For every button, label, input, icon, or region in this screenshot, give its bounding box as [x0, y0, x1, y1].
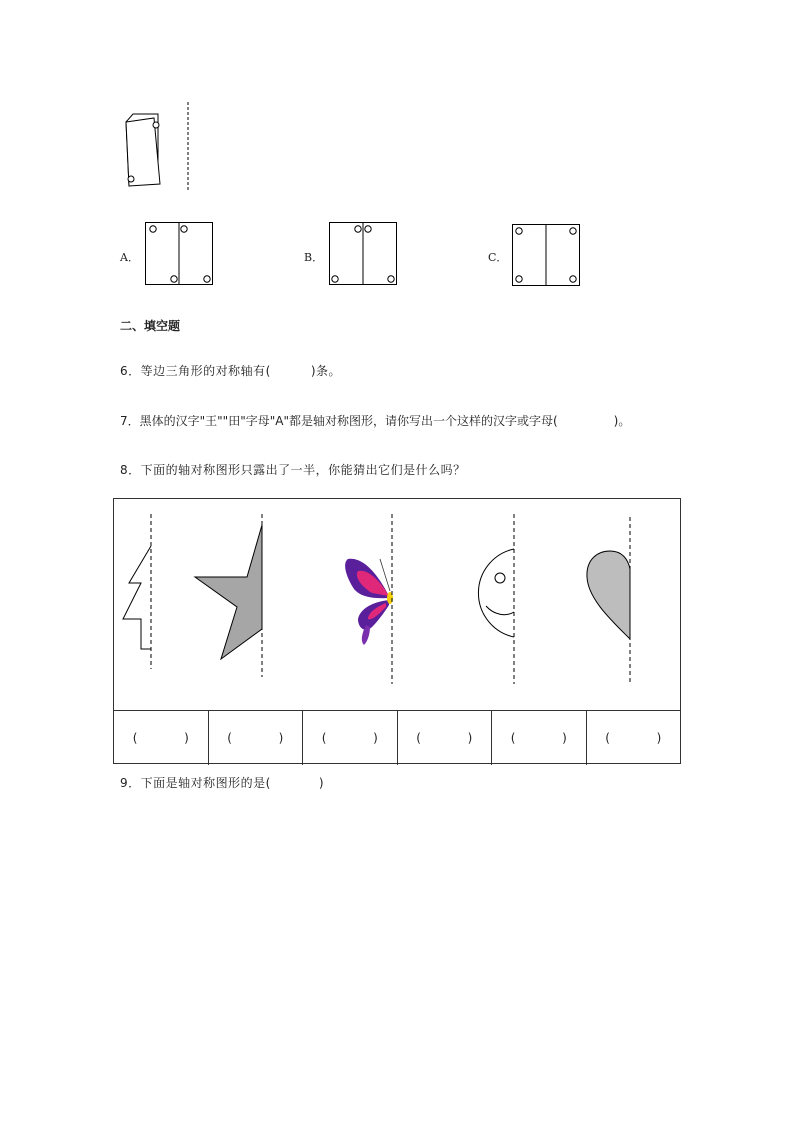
half-shapes-figure: [114, 499, 680, 710]
q7-text-before: 7．黑体的汉字"王""田"字母"A"都是轴对称图形，请你写出一个这样的汉字或字母(: [120, 414, 558, 428]
answer-cell-4[interactable]: ( ): [398, 711, 493, 765]
answer-cell-5[interactable]: ( ): [492, 711, 587, 765]
half-shapes-table: [113, 498, 681, 764]
question-8: 8．下面的轴对称图形只露出了一半，你能猜出它们是什么吗？: [120, 463, 466, 477]
answer-row: [114, 710, 680, 765]
answer-cell-1[interactable]: ( ): [114, 711, 209, 765]
half-smiley-face-shape: [478, 514, 514, 684]
question-7: [120, 412, 630, 429]
half-heart-shape: [587, 517, 630, 684]
answer-cell-2[interactable]: ( ): [209, 711, 304, 765]
option-b-figure[interactable]: [329, 222, 399, 286]
question-9: [120, 774, 324, 791]
half-butterfly-shape: [345, 514, 393, 684]
option-b-label: B．: [304, 251, 324, 264]
option-a-figure[interactable]: [145, 222, 215, 286]
section-heading: 二、填空题: [120, 319, 181, 333]
q6-text-after: )条。: [310, 364, 342, 378]
question-6: [120, 362, 341, 379]
half-star-shape: [195, 514, 262, 677]
answer-cell-6[interactable]: ( ): [605, 731, 662, 745]
folded-paper-figure: [120, 100, 200, 195]
option-a-label: A．: [120, 251, 139, 264]
q6-text-before: 6．等边三角形的对称轴有(: [120, 364, 271, 378]
option-c-figure[interactable]: [512, 224, 582, 288]
q7-text-after: )。: [613, 414, 631, 428]
q9-text-before: 9．下面是轴对称图形的是(: [120, 776, 271, 790]
q9-text-after: ): [318, 776, 325, 790]
option-c-label: C．: [488, 251, 508, 264]
half-tree-shape: [123, 514, 151, 669]
answer-cell-3[interactable]: ( ): [303, 711, 398, 765]
